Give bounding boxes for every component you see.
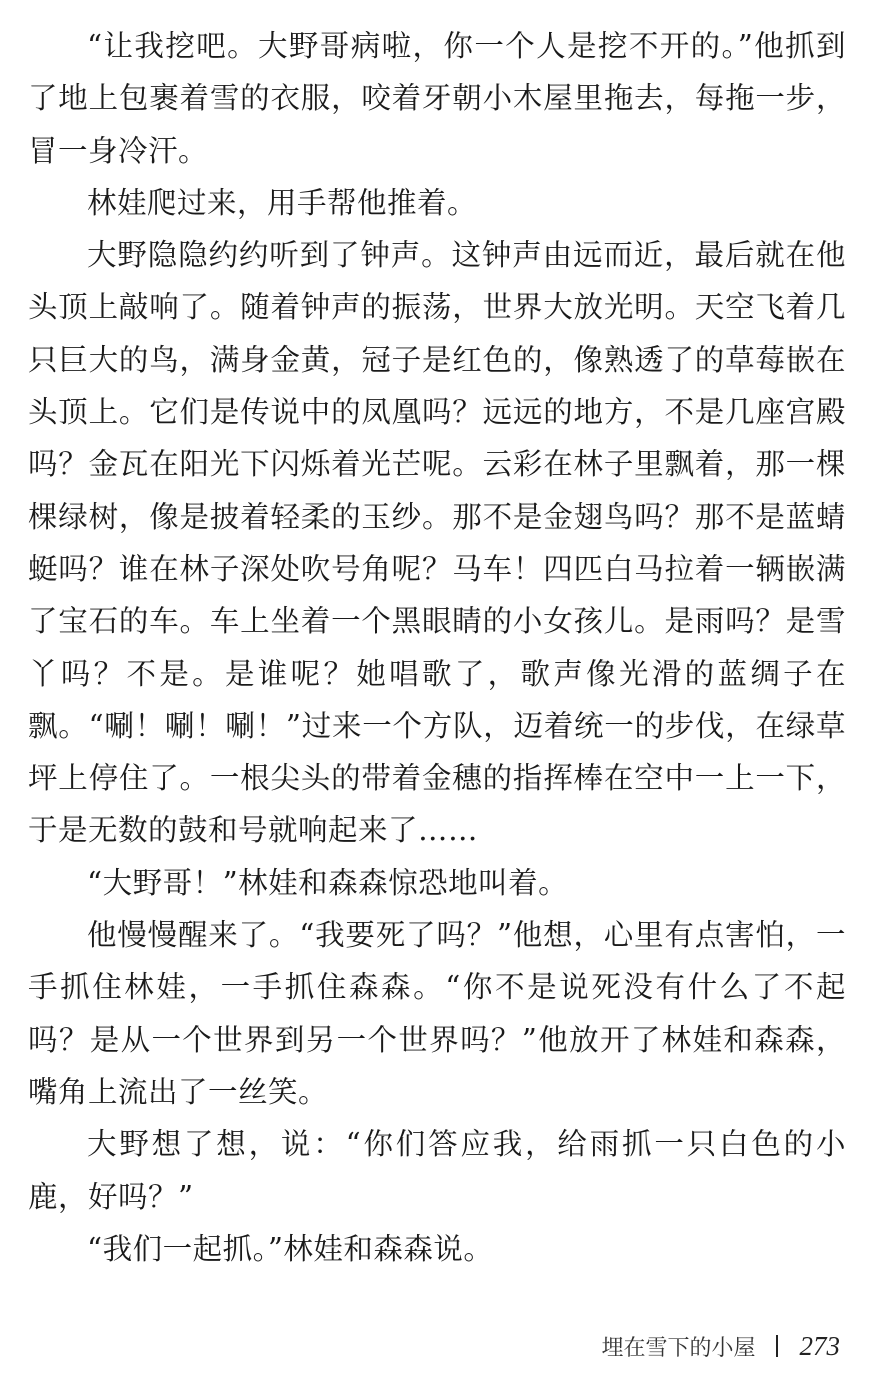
paragraph: “让我挖吧。大野哥病啦，你一个人是挖不开的。”他抓到了地上包裹着雪的衣服，咬着牙朝小木屋里拖去，每拖一步，冒一身冷汗。	[28, 29, 846, 168]
running-title: 埋在雪下的小屋	[601, 1335, 756, 1361]
page-body	[28, 20, 846, 1275]
footer-divider	[776, 1335, 778, 1357]
paragraph: 大野想了想，说：“你们答应我，给雨抓一只白色的小鹿，好吗？”	[28, 1127, 846, 1214]
page-number: 273	[799, 1330, 840, 1361]
paragraph: 他慢慢醒来了。“我要死了吗？”他想，心里有点害怕，一手抓住林娃，一手抓住森森。“你不是说死没有什么了不起吗？是从一个世界到另一个世界吗？”他放开了林娃和森森，嘴角上流出了一丝笑。	[28, 918, 846, 1109]
paragraph: “大野哥！”林娃和森森惊恐地叫着。	[87, 865, 569, 900]
paragraph: 林娃爬过来，用手帮他推着。	[87, 185, 478, 220]
page-footer	[601, 1326, 840, 1366]
paragraph: “我们一起抓。”林娃和森森说。	[87, 1231, 494, 1266]
paragraph: 大野隐隐约约听到了钟声。这钟声由远而近，最后就在他头顶上敲响了。随着钟声的振荡，世界大放光明。天空飞着几只巨大的鸟，满身金黄，冠子是红色的，像熟透了的草莓嵌在头顶上。它们是传说中的凤凰吗？远远的地方，不是几座宫殿吗？金瓦在阳光下闪烁着光芒呢。云彩在林子里飘着，那一棵棵绿树，像是披着轻柔的玉纱。那不是金翅鸟吗？那不是蓝蜻蜓吗？谁在林子深处吹号角呢？马车！四匹白马拉着一辆嵌满了宝石的车。车上坐着一个黑眼睛的小女孩儿。是雨吗？是雪丫吗？不是。是谁呢？她唱歌了，歌声像光滑的蓝绸子在飘。“唰！唰！唰！”过来一个方队，迈着统一的步伐，在绿草坪上停住了。一根尖头的带着金穗的指挥棒在空中一上一下，于是无数的鼓和号就响起来了……	[28, 238, 846, 848]
